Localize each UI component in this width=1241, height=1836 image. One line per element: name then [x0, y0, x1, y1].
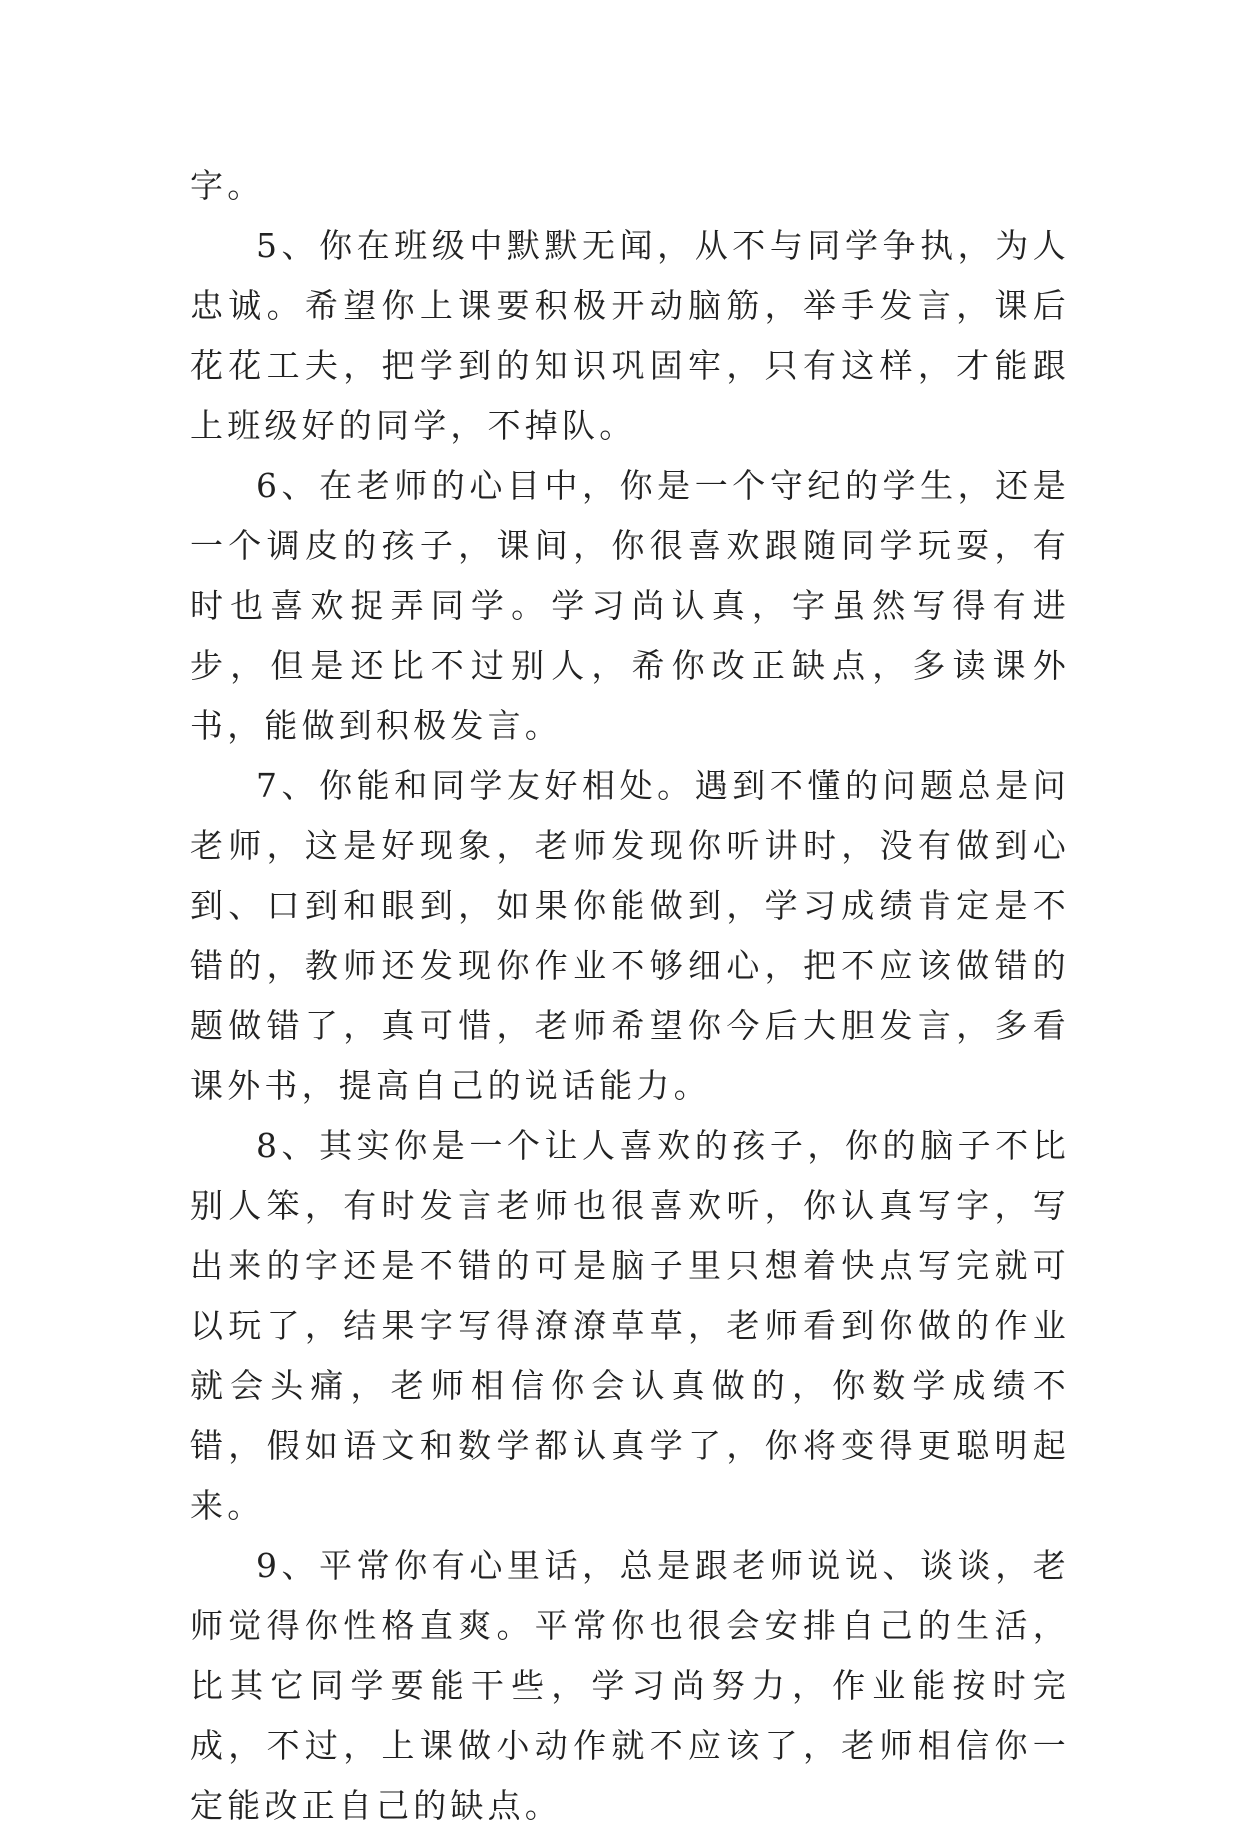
paragraph-continuation: 字。	[190, 166, 265, 205]
document-body	[190, 156, 1070, 1836]
paragraph-item-6: 6、在老师的心目中，你是一个守纪的学生，还是一个调皮的孩子，课间，你很喜欢跟随同学玩耍，有时也喜欢捉弄同学。学习尚认真，字虽然写得有进步，但是还比不过别人，希你改正缺点，多读课外书，能做到积极发言。	[190, 466, 1070, 745]
paragraph-item-7: 7、你能和同学友好相处。遇到不懂的问题总是问老师，这是好现象，老师发现你听讲时，没有做到心到、口到和眼到，如果你能做到，学习成绩肯定是不错的，教师还发现你作业不够细心，把不应该做错的题做错了，真可惜，老师希望你今后大胆发言，多看课外书，提高自己的说话能力。	[190, 766, 1070, 1105]
paragraph-item-9: 9、平常你有心里话，总是跟老师说说、谈谈，老师觉得你性格直爽。平常你也很会安排自己的生活，比其它同学要能干些，学习尚努力，作业能按时完成，不过，上课做小动作就不应该了，老师相信你一定能改正自己的缺点。	[190, 1546, 1070, 1825]
paragraph-item-8: 8、其实你是一个让人喜欢的孩子，你的脑子不比别人笨，有时发言老师也很喜欢听，你认真写字，写出来的字还是不错的可是脑子里只想着快点写完就可以玩了，结果字写得潦潦草草，老师看到你做的作业就会头痛，老师相信你会认真做的，你数学成绩不错，假如语文和数学都认真学了，你将变得更聪明起来。	[190, 1126, 1070, 1525]
paragraph-item-5: 5、你在班级中默默无闻，从不与同学争执，为人忠诚。希望你上课要积极开动脑筋，举手发言，课后花花工夫，把学到的知识巩固牢，只有这样，才能跟上班级好的同学，不掉队。	[190, 226, 1070, 445]
